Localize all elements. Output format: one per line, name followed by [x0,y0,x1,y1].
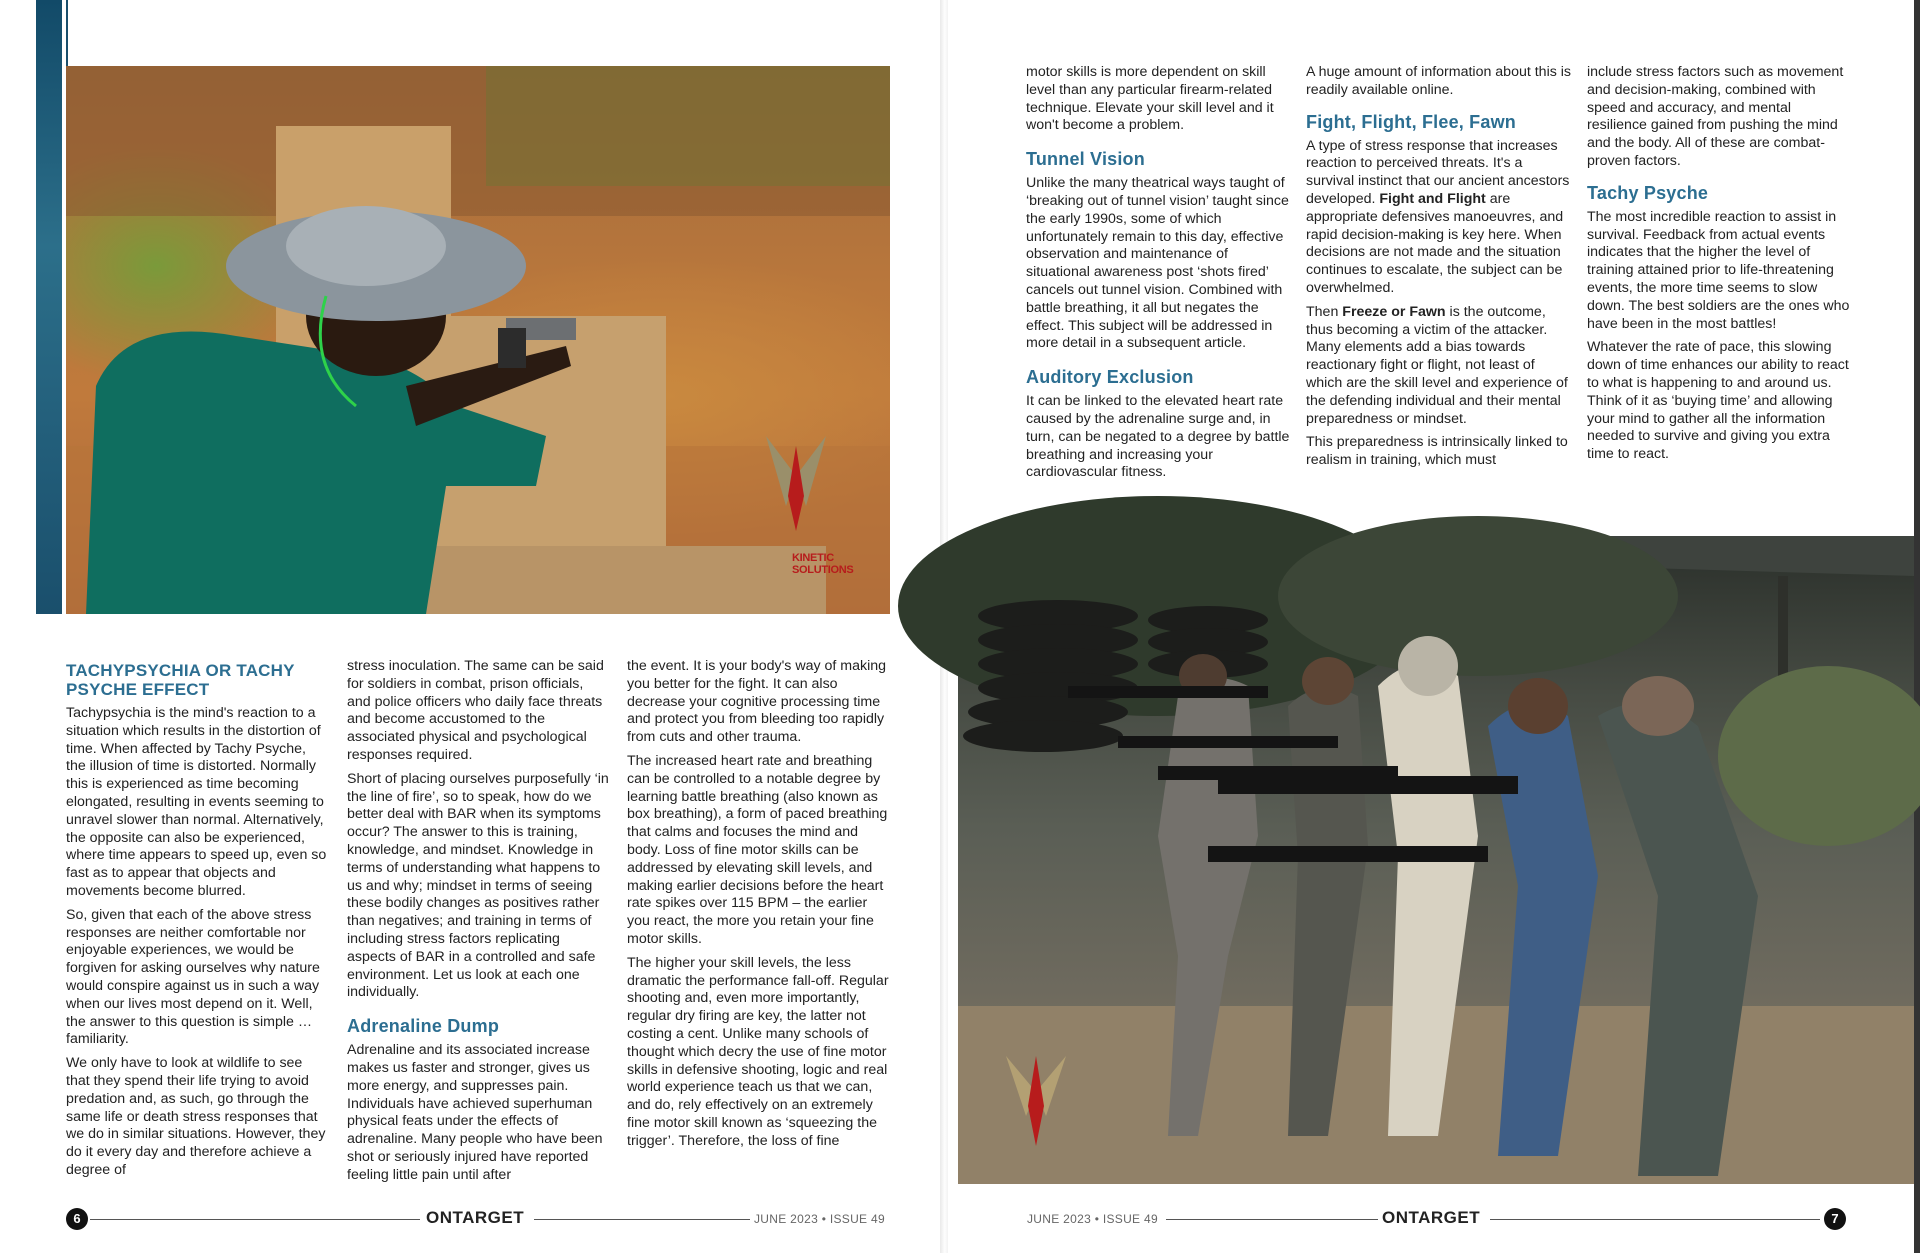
paragraph [1306,304,1572,429]
heading-tachy-psyche: Tachy Psyche [1587,182,1709,203]
paragraph: It can be linked to the elevated heart rate caused by the adrenaline surge and, in turn, can be negated to a degree by battle breathing and increasing your cardiovascular fitness. [1026,393,1290,481]
paragraph [1306,138,1572,298]
text-run: Then [1306,303,1339,320]
paragraph: Short of placing ourselves purposefully ‘in the line of fire’, so to speak, how do we better deal with BAR when its symptoms occur? The answer to this is training, knowledge, and mindset. Knowledge in terms of understanding what happens to us and why; mindset in terms of seeing these bodily changes as positives rather than negatives; and training in terms of including stress factors replicating aspects of BAR in a controlled and safe environment. Let us look at each one individually. [347,770,609,1001]
magazine-logo-left: ONTARGET [426,1208,525,1227]
text-run: A type of stress response that increases reaction to perceived threats. It's a survival instinct that our ancient ancestors developed. [1306,137,1570,207]
column-c [627,658,891,1157]
heading-fight-flight: Fight, Flight, Flee, Fawn [1306,111,1516,132]
page-number-left: 6 [66,1208,88,1230]
paragraph: We only have to look at wildlife to see that they spend their life trying to avoid predation and, as such, go through the same life or death stress responses that we do in similar situations. However, they do it every day and therefore achieve a degree of [66,1055,326,1178]
column-f [1587,64,1851,470]
heading-tachypsychia: TACHYPSYCHIA OR TACHY PSYCHE EFFECT [66,661,295,699]
paragraph: This preparedness is intrinsically linked to realism in training, which must [1306,434,1568,469]
photo-shooter-illustration [66,66,890,614]
paragraph: the event. It is your body's way of making you better for the fight. It can also decrease your cognitive processing time and protect you from bleeding too rapidly from cuts and other trauma. [627,658,886,746]
column-e [1306,64,1572,476]
footer-rule [1166,1219,1378,1220]
photo-rifle-illustration [958,536,1914,1184]
heading-tunnel-vision: Tunnel Vision [1026,149,1145,170]
magazine-logo-right: ONTARGET [1382,1208,1481,1227]
paragraph: Tachypsychia is the mind's reaction to a situation which results in the distortion of time. When affected by Tachy Psyche, the illusion of time is distorted. Normally this is experienced as time becoming elongated, resulting in events seeming to unravel slower than normal. Alternatively, the opposite can also be experienced, where time appears to speed up, even so fast as to appear that objects and movements become blurred. [66,705,327,899]
issue-label-left: JUNE 2023 • ISSUE 49 [754,1212,885,1226]
column-a [66,657,328,1178]
photo-rifle-shooters [958,536,1914,1184]
paragraph: stress inoculation. The same can be said for soldiers in combat, prison officials, and police officers who daily face threats and become accustomed to the associated physical and psychological responses required. [347,658,604,763]
footer-rule [1490,1219,1820,1220]
column-d [1026,64,1290,488]
paragraph: A huge amount of information about this is readily available online. [1306,64,1571,98]
heading-adrenaline-dump: Adrenaline Dump [347,1016,500,1037]
bold-term: Freeze or Fawn [1342,303,1446,320]
photo-watermark-text: KINETIC SOLUTIONS [792,552,854,576]
heading-auditory-exclusion: Auditory Exclusion [1026,367,1194,388]
footer-rule [90,1219,420,1220]
paragraph: motor skills is more dependent on skill level than any particular firearm-related technique. Elevate your skill level and it won't become a problem. [1026,64,1274,134]
paragraph: Whatever the rate of pace, this slowing down of time enhances our ability to react to what is happening to and around us. Think of it as ‘buying time’ and allowing your mind to gather all the information needed to survive and giving you extra time to react. [1587,339,1849,463]
paragraph: Unlike the many theatrical ways taught of ‘breaking out of tunnel vision’ taught since the early 1990s, some of which unfortunately remain to this day, effective observation and maintenance of situational awareness post ‘shots fired’ cancels out tunnel vision. Combined with battle breathing, it all but negates the effect. This subject will be addressed in more detail in a subsequent article. [1026,175,1289,352]
page-number-right: 7 [1824,1208,1846,1230]
paragraph: include stress factors such as movement and decision-making, combined with speed and accuracy, and mental resilience gained from pushing the mind and the body. All of these are combat-proven factors. [1587,64,1844,169]
text-run: are appropriate defensives manoeuvres, and rapid decision-making is key here. When decisions are not made and the situation continues to escalate, the subject can be overwhelmed. [1306,190,1564,296]
paragraph: So, given that each of the above stress responses are neither comfortable nor enjoyable experiences, we would be forgiven for asking ourselves why nature would conspire against us in such a way when our lives most depend on it. Well, the answer to this question is simple … familiarity. [66,906,320,1048]
bold-term: Fight and Flight [1379,190,1486,207]
decorative-side-strip [36,0,62,614]
footer-rule [534,1219,750,1220]
text-run: is the outcome, thus becoming a victim of the attacker. Many elements add a bias towards reactionary fight or flight, not least of which are the skill level and experience of the defending individual and their mental preparedness or mindset. [1306,303,1568,427]
paragraph: The higher your skill levels, the less dramatic the performance fall-off. Regular shooting and, even more importantly, regular dry firing are key, the latter not costing a cent. Unlike many schools of thought which decry the use of fine motor skills in defensive shooting, logic and real world experience teach us that we can, and do, rely effectively on an extremely fine motor skill known as ‘squeezing the trigger’. Therefore, the loss of fine [627,954,889,1149]
paragraph: Adrenaline and its associated increase makes us faster and stronger, gives us more energy, and suppresses pain. Individuals have achieved superhuman physical feats under the effects of adrenaline. Many people who have been shot or seriously injured have reported feeling little pain until after [347,1042,603,1183]
paragraph: The most incredible reaction to assist in survival. Feedback from actual events indicates that the higher the level of training attained prior to life-threatening events, the more time seems to slow down. The best soldiers are the ones who have been in the most battles! [1587,208,1850,332]
right-page-edge [1914,0,1920,1253]
paragraph: The increased heart rate and breathing can be controlled to a notable degree by learning battle breathing (also known as box breathing), a form of paced breathing that calms and focuses the mind and body. Loss of fine motor skills can be addressed by elevating skill levels, and making earlier decisions before the heart rate spikes over 115 BPM – the earlier you react, the more you retain your fine motor skills. [627,752,888,947]
photo-shooter-handgun [66,66,890,614]
issue-label-right: JUNE 2023 • ISSUE 49 [1027,1212,1158,1226]
column-b [347,658,609,1191]
